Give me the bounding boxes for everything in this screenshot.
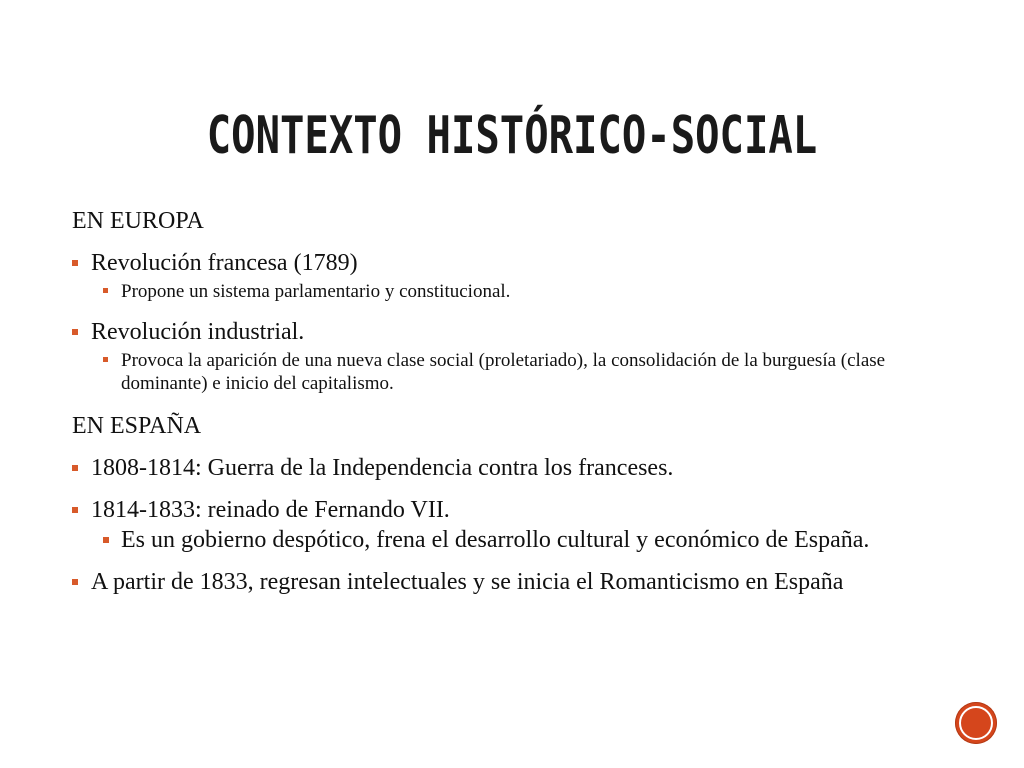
bullet-item — [72, 455, 972, 481]
section-heading-espana: EN ESPAÑA — [72, 413, 202, 439]
square-bullet-icon — [72, 579, 78, 585]
bullet-text: Revolución francesa (1789) — [91, 250, 358, 276]
sub-bullet-item — [72, 280, 972, 303]
square-bullet-icon — [103, 288, 108, 293]
bullet-item — [72, 497, 972, 523]
bullet-item — [72, 319, 972, 345]
sub-bullet-text: Propone un sistema parlamentario y constitucional. — [121, 281, 511, 302]
bullet-text: A partir de 1833, regresan intelectuales y se inicia el Romanticismo en España — [91, 569, 844, 595]
square-bullet-icon — [72, 465, 78, 471]
circle-logo-icon — [955, 702, 997, 744]
section-heading-europe: EN EUROPA — [72, 208, 204, 234]
square-bullet-icon — [72, 329, 78, 335]
sub-bullet-text: Es un gobierno despótico, frena el desarrollo cultural y económico de España. — [121, 527, 870, 553]
square-bullet-icon — [72, 260, 78, 266]
bullet-item — [72, 250, 972, 276]
bullet-item — [72, 569, 972, 595]
sub-bullet-item — [72, 349, 972, 395]
slide-title: CONTEXTO HISTÓRICO-SOCIAL — [206, 106, 818, 166]
square-bullet-icon — [103, 537, 109, 543]
square-bullet-icon — [72, 507, 78, 513]
bullet-text: Revolución industrial. — [91, 319, 305, 345]
sub-bullet-item — [72, 527, 972, 553]
slide-content — [72, 206, 972, 599]
sub-bullet-text: Provoca la aparición de una nueva clase social (proletariado), la consolidación de la burguesía (clase dominante) e inicio del capitalismo. — [121, 350, 886, 394]
square-bullet-icon — [103, 357, 108, 362]
bullet-text: 1814-1833: reinado de Fernando VII. — [91, 497, 450, 523]
bullet-text: 1808-1814: Guerra de la Independencia contra los franceses. — [91, 455, 674, 481]
